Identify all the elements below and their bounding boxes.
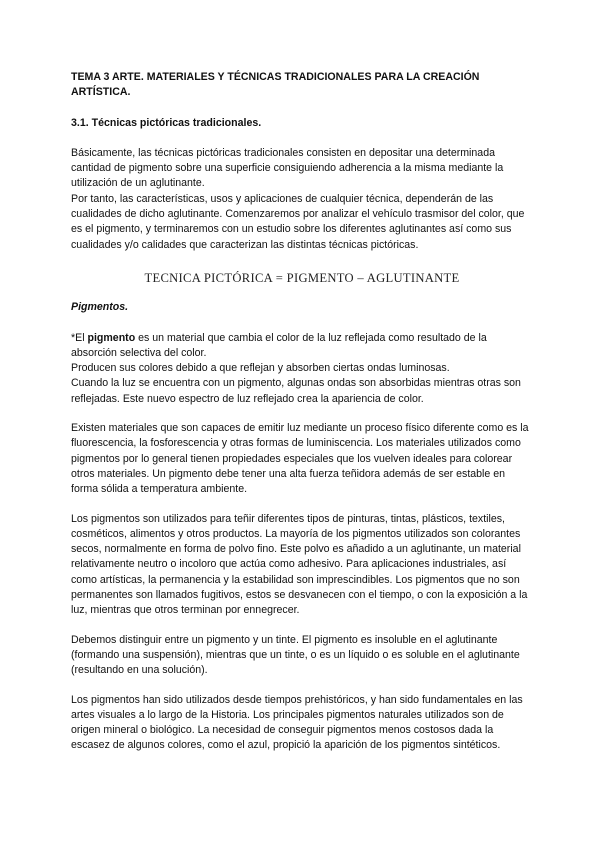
history-paragraph: Los pigmentos han sido utilizados desde tiempos prehistóricos, y han sido fundamentales en las artes visuales a lo largo de la Historia. Los principales pigmentos naturales utilizados son de origen mineral o biológico. La necesidad de conseguir pigmentos menos costosos dada la escasez de algunos colores, como el azul, propició la aparición de los pigmentos sintéticos. xyxy=(71,693,523,752)
document-title: TEMA 3 ARTE. MATERIALES Y TÉCNICAS TRADICIONALES PARA LA CREACIÓN ARTÍSTICA. xyxy=(71,71,480,99)
formula-line: TECNICA PICTÓRICA = PIGMENTO – AGLUTINANTE xyxy=(144,270,460,285)
pigment-definition xyxy=(71,331,533,362)
definition-prefix: *El xyxy=(71,331,88,344)
document-body xyxy=(71,70,533,754)
definition-rest: es un material que cambia el color de la luz reflejada como resultado de la absorción selectiva del color. xyxy=(71,331,487,359)
luminescence-paragraph: Existen materiales que son capaces de emitir luz mediante un proceso físico diferente como es la fluorescencia, la fosforescencia y otras formas de luminiscencia. Los materiales utilizados como pigmentos por lo general tienen propiedades especiales que los vuelven ideales para colorear otros materiales. Un pigmento debe tener una alta fuerza teñidora además de ser estable en forma sólida a temperatura ambiente. xyxy=(71,422,529,496)
pigmentos-heading: Pigmentos. xyxy=(71,301,129,314)
section-heading: 3.1. Técnicas pictóricas tradicionales. xyxy=(71,116,262,129)
pigment-definition-line-3: Cuando la luz se encuentra con un pigmento, algunas ondas son absorbidas mientras otras son reflejadas. Este nuevo espectro de luz reflejado crea la apariencia de color. xyxy=(71,377,521,405)
intro-paragraph-1: Básicamente, las técnicas pictóricas tradicionales consisten en depositar una determinada cantidad de pigmento sobre una superficie consiguiendo adherencia a la misma mediante la utilización de un aglutinante. xyxy=(71,146,504,190)
intro-paragraph-2: Por tanto, las características, usos y aplicaciones de cualquier técnica, dependerán de las cualidades de dicho aglutinante. Comenzaremos por analizar el vehículo trasmisor del color, que es el pigmento, y terminaremos con un estudio sobre los diferentes aglutinantes así como sus cualidades y/o calidades que caracterizan las distintas técnicas pictóricas. xyxy=(71,192,525,251)
tinte-paragraph: Debemos distinguir entre un pigmento y un tinte. El pigmento es insoluble en el aglutinante (formando una suspensión), mientras que un tinte, o es un líquido o es soluble en el aglutinante (resultando en una solución). xyxy=(71,633,520,677)
definition-term: pigmento xyxy=(87,331,136,344)
uses-paragraph: Los pigmentos son utilizados para teñir diferentes tipos de pinturas, tintas, plásticos, textiles, cosméticos, alimentos y otros productos. La mayoría de los pigmentos utilizados son colorantes secos, normalmente en forma de polvo fino. Este polvo es añadido a un aglutinante, un material relativamente neutro o incoloro que actúa como adhesivo. Para aplicaciones industriales, así como artísticas, la permanencia y la estabilidad son imprescindibles. Los pigmentos que no son permanentes son llamados fugitivos, estos se desvanecen con el tiempo, o con la exposición a la luz, mientras que otros terminan por ennegrecer. xyxy=(71,512,528,617)
pigment-definition-line-2: Producen sus colores debido a que reflejan y absorben ciertas ondas luminosas. xyxy=(71,362,450,375)
